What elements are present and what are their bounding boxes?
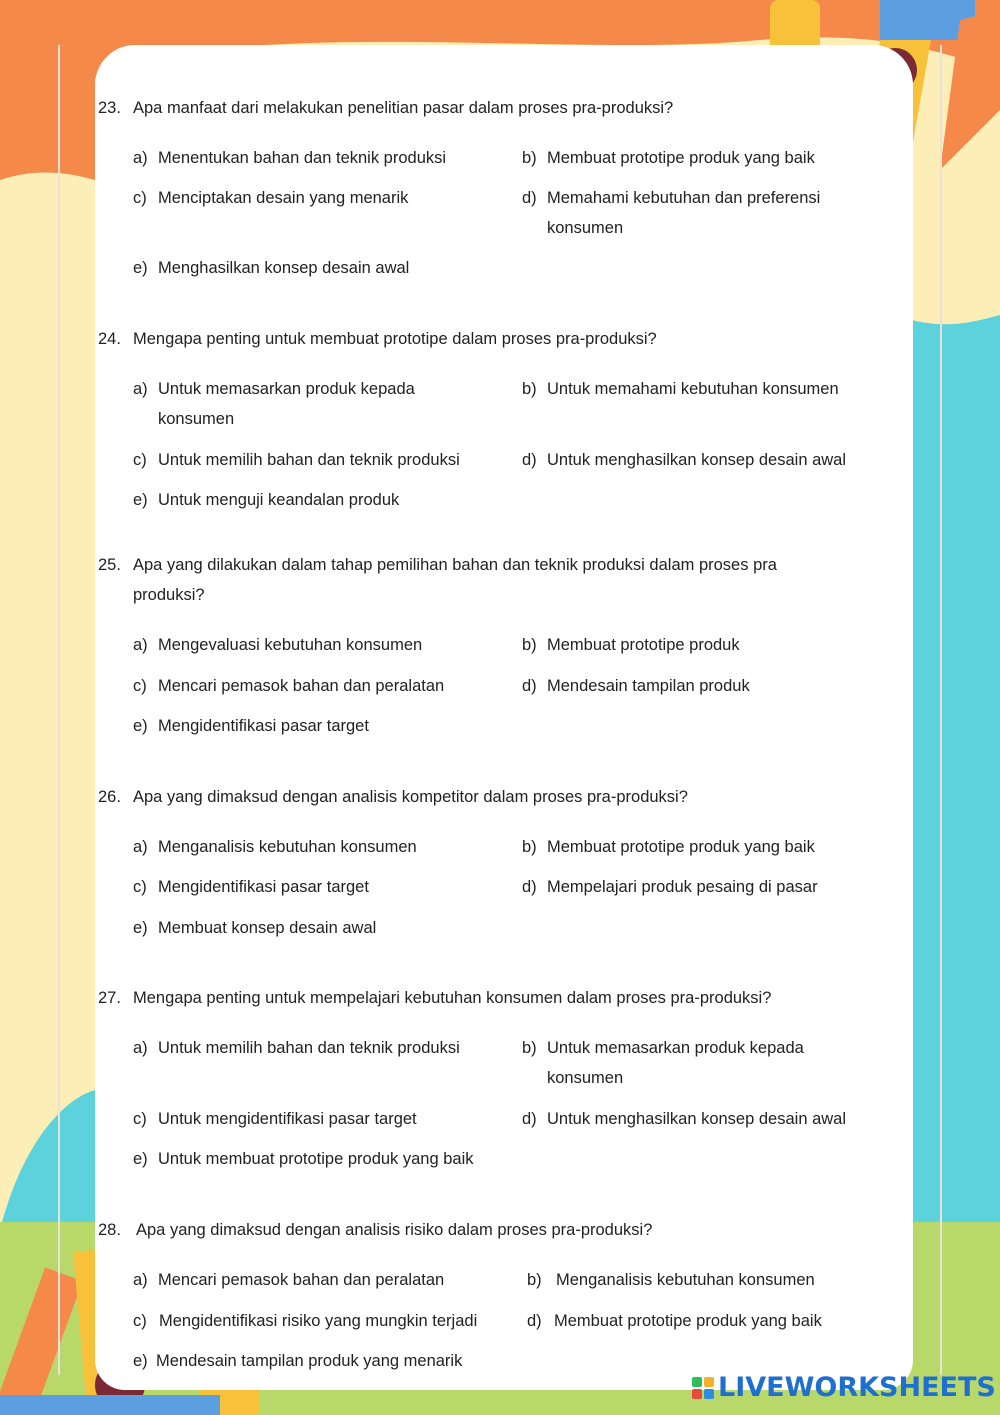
question-text: Apa yang dilakukan dalam tahap pemilihan bahan dan teknik produksi dalam proses pra produksi? bbox=[133, 556, 777, 604]
option-letter: e) bbox=[133, 259, 148, 277]
option-letter: e) bbox=[133, 717, 148, 735]
option-text: Menganalisis kebutuhan konsumen bbox=[158, 838, 417, 856]
option-text: Untuk menghasilkan konsep desain awal bbox=[547, 1110, 847, 1128]
option-text: Untuk memahami kebutuhan konsumen bbox=[547, 380, 839, 398]
question-text: Apa yang dimaksud dengan analisis risiko dalam proses pra-produksi? bbox=[136, 1221, 653, 1239]
option-letter: e) bbox=[133, 491, 148, 509]
option-letter: a) bbox=[133, 636, 148, 654]
option-text: Untuk mengidentifikasi pasar target bbox=[158, 1110, 417, 1128]
option-text: Untuk memilih bahan dan teknik produksi bbox=[158, 451, 460, 469]
option-letter: d) bbox=[527, 1312, 542, 1330]
option-text: Untuk memasarkan produk kepada konsumen bbox=[547, 1039, 804, 1087]
option-text: Mengidentifikasi pasar target bbox=[158, 878, 369, 896]
option-letter: e) bbox=[133, 919, 148, 937]
option-text: Untuk menguji keandalan produk bbox=[158, 491, 400, 509]
option-text: Menentukan bahan dan teknik produksi bbox=[158, 149, 447, 167]
option-letter: d) bbox=[522, 451, 537, 469]
option-letter: c) bbox=[133, 1312, 147, 1330]
option-26-c[interactable] bbox=[133, 872, 503, 902]
option-26-b[interactable] bbox=[522, 832, 882, 862]
question-number: 27. bbox=[98, 989, 121, 1007]
question-number: 23. bbox=[98, 99, 121, 117]
option-24-e[interactable] bbox=[133, 485, 503, 515]
option-text: Membuat prototipe produk bbox=[547, 636, 740, 654]
option-24-a[interactable] bbox=[133, 374, 443, 434]
option-letter: c) bbox=[133, 451, 147, 469]
option-25-a[interactable] bbox=[133, 630, 503, 660]
option-letter: c) bbox=[133, 677, 147, 695]
option-23-a[interactable] bbox=[133, 143, 503, 173]
liveworksheets-logo[interactable] bbox=[692, 1372, 996, 1403]
option-28-e[interactable] bbox=[133, 1346, 503, 1376]
question-24 bbox=[98, 324, 878, 354]
option-23-e[interactable] bbox=[133, 253, 503, 283]
option-27-b[interactable] bbox=[522, 1033, 832, 1093]
option-27-e[interactable] bbox=[133, 1144, 503, 1174]
option-28-c[interactable] bbox=[133, 1306, 513, 1336]
option-25-b[interactable] bbox=[522, 630, 882, 660]
option-27-a[interactable] bbox=[133, 1033, 503, 1063]
option-letter: b) bbox=[522, 838, 537, 856]
question-26 bbox=[98, 782, 878, 812]
question-number: 28. bbox=[98, 1221, 121, 1239]
option-text: Mengidentifikasi risiko yang mungkin terjadi bbox=[159, 1312, 478, 1330]
option-text: Menghasilkan konsep desain awal bbox=[158, 259, 410, 277]
option-28-a[interactable] bbox=[133, 1265, 503, 1295]
option-text: Menganalisis kebutuhan konsumen bbox=[556, 1271, 815, 1289]
option-text: Untuk memilih bahan dan teknik produksi bbox=[158, 1039, 460, 1057]
option-25-e[interactable] bbox=[133, 711, 503, 741]
option-26-a[interactable] bbox=[133, 832, 503, 862]
option-text: Mendesain tampilan produk bbox=[547, 677, 750, 695]
question-number: 26. bbox=[98, 788, 121, 806]
question-text: Apa yang dimaksud dengan analisis kompetitor dalam proses pra-produksi? bbox=[133, 788, 688, 806]
option-24-c[interactable] bbox=[133, 445, 503, 475]
option-letter: b) bbox=[527, 1271, 542, 1289]
option-23-d[interactable] bbox=[522, 183, 832, 243]
option-25-d[interactable] bbox=[522, 671, 882, 701]
option-text: Membuat prototipe produk yang baik bbox=[554, 1312, 822, 1330]
question-25 bbox=[98, 550, 818, 610]
option-text: Mendesain tampilan produk yang menarik bbox=[156, 1352, 463, 1370]
option-26-e[interactable] bbox=[133, 913, 503, 943]
liveworksheets-grid-icon bbox=[692, 1377, 714, 1399]
option-text: Mencari pemasok bahan dan peralatan bbox=[158, 677, 445, 695]
option-letter: c) bbox=[133, 189, 147, 207]
option-letter: c) bbox=[133, 878, 147, 896]
option-letter: b) bbox=[522, 1039, 537, 1057]
option-text: Untuk membuat prototipe produk yang baik bbox=[158, 1150, 474, 1168]
paper-edge-left bbox=[58, 45, 60, 1375]
option-text: Memahami kebutuhan dan preferensi konsumen bbox=[547, 189, 821, 237]
option-letter: a) bbox=[133, 149, 148, 167]
question-number: 25. bbox=[98, 556, 121, 574]
question-28 bbox=[98, 1215, 878, 1245]
option-letter: c) bbox=[133, 1110, 147, 1128]
option-26-d[interactable] bbox=[522, 872, 882, 902]
option-letter: a) bbox=[133, 380, 148, 398]
option-letter: b) bbox=[522, 149, 537, 167]
option-text: Mencari pemasok bahan dan peralatan bbox=[158, 1271, 445, 1289]
question-text: Mengapa penting untuk membuat prototipe dalam proses pra-produksi? bbox=[133, 330, 657, 348]
option-23-c[interactable] bbox=[133, 183, 503, 213]
option-text: Mengevaluasi kebutuhan konsumen bbox=[158, 636, 423, 654]
option-letter: b) bbox=[522, 380, 537, 398]
option-24-d[interactable] bbox=[522, 445, 882, 475]
option-letter: d) bbox=[522, 189, 537, 207]
option-text: Membuat prototipe produk yang baik bbox=[547, 838, 815, 856]
question-23 bbox=[98, 93, 878, 123]
question-number: 24. bbox=[98, 330, 121, 348]
option-letter: e) bbox=[133, 1150, 148, 1168]
option-27-c[interactable] bbox=[133, 1104, 503, 1134]
paper-edge-right bbox=[940, 45, 942, 1375]
option-text: Mempelajari produk pesaing di pasar bbox=[547, 878, 818, 896]
option-text: Membuat prototipe produk yang baik bbox=[547, 149, 815, 167]
option-23-b[interactable] bbox=[522, 143, 882, 173]
option-letter: e) bbox=[133, 1352, 148, 1370]
option-letter: d) bbox=[522, 1110, 537, 1128]
option-letter: b) bbox=[522, 636, 537, 654]
option-letter: a) bbox=[133, 838, 148, 856]
option-24-b[interactable] bbox=[522, 374, 882, 404]
option-28-d[interactable] bbox=[527, 1306, 877, 1336]
option-text: Membuat konsep desain awal bbox=[158, 919, 377, 937]
option-text: Menciptakan desain yang menarik bbox=[158, 189, 409, 207]
option-letter: a) bbox=[133, 1039, 148, 1057]
option-letter: d) bbox=[522, 878, 537, 896]
option-28-b[interactable] bbox=[527, 1265, 877, 1295]
option-27-d[interactable] bbox=[522, 1104, 882, 1134]
option-letter: a) bbox=[133, 1271, 148, 1289]
option-text: Untuk memasarkan produk kepada konsumen bbox=[158, 380, 415, 428]
question-text: Apa manfaat dari melakukan penelitian pasar dalam proses pra-produksi? bbox=[133, 99, 674, 117]
option-text: Untuk menghasilkan konsep desain awal bbox=[547, 451, 847, 469]
option-25-c[interactable] bbox=[133, 671, 503, 701]
option-letter: d) bbox=[522, 677, 537, 695]
question-27 bbox=[98, 983, 878, 1013]
option-text: Mengidentifikasi pasar target bbox=[158, 717, 369, 735]
logo-text: LIVEWORKSHEETS bbox=[718, 1372, 996, 1403]
question-text: Mengapa penting untuk mempelajari kebutuhan konsumen dalam proses pra-produksi? bbox=[133, 989, 772, 1007]
